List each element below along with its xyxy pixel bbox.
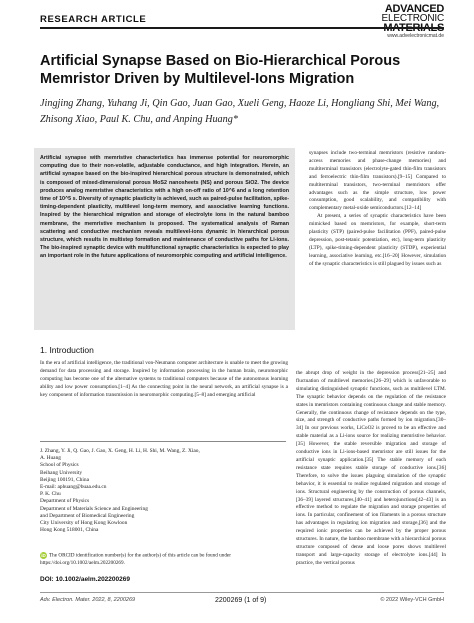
affiliation-line: and Department of Biomedical Engineering — [40, 512, 135, 519]
journal-url[interactable]: www.advelectronicmat.de — [387, 33, 444, 39]
right-column-bottom — [296, 370, 446, 568]
affiliation-line: Hong Kong 518001, China — [40, 527, 99, 534]
footer-page-number: 2200269 (1 of 9) — [215, 597, 267, 604]
footer-divider — [40, 592, 444, 593]
affiliation-line: J. Zhang, Y. Ji, Q. Gao, J. Gao, X. Geng, H. Li, H. Shi, M. Wang, Z. Xiao, — [40, 448, 200, 454]
footer-copyright: © 2022 Wiley-VCH GmbH — [380, 597, 444, 603]
introduction-text: In the era of artificial intelligence, the traditional von-Neumann computer architecture is unable to meet the growing demand for data processing and storage. Inspired by information processing in the human brain, neuromorphic computing has become one of the alternative systems to traditional computers because of the autonomous learning ability and low power consumption.[1–4] As the connecting point in the neural network, an artificial synapse is a key component of information transmission in neuromorphic computing.[5–8] and emerging artificial — [40, 360, 288, 398]
affiliation-line: A. Huang — [40, 455, 61, 462]
paragraph: synapses include two-terminal memristors (resistive random-access memories and phase-change memories) and multiterminal transistors (electrolyte-gated thin-film transistors and ferroelectric thin-film transistors).[9–15] Compared to multiterminal transistors, two-terminal memristors offer advantages such as the simple structure, low power consumption, good scalability, and compatibility with complementary metal-oxide semiconductors.[12–14] — [309, 150, 446, 212]
abstract-box — [34, 148, 295, 330]
section-label: RESEARCH ARTICLE — [40, 14, 147, 25]
affiliation-line: City University of Hong Kong Kowloon — [40, 520, 128, 527]
orcid-icon: iD — [41, 553, 46, 558]
affiliation-line: Department of Physics — [40, 498, 90, 505]
section-heading-introduction: 1. Introduction — [40, 345, 94, 355]
journal-logo-line2: ELECTRONIC — [381, 13, 444, 24]
orcid-text[interactable]: The ORCID identification number(s) for the author(s) of this article can be found under https://doi.org/10.1002/aelm.202200269. — [40, 552, 231, 566]
right-column-top — [309, 150, 446, 269]
article-title: Artificial Synapse Based on Bio-Hierarchical Porous Memristor Driven by Multilevel-Ions Migration — [40, 53, 401, 87]
paragraph: At present, a series of synaptic characteristics have been mimicked based on memristors, for example, short-term plasticity (STP) (paired-pulse facilitation (PPF), paired-pulse depression, post-tetanic potentiation, etc), long-term plasticity (LTP), spike-timing-dependent plasticity (STDP), experiential learning, associative learning, etc.[16–20] However, simulation of the synaptic characteristics is still plagued by issues such as — [309, 213, 446, 267]
author-list: Jingjing Zhang, Yuhang Ji, Qin Gao, Juan Gao, Xueli Geng, Haoze Li, Hongliang Shi, Mei Wang, Zhisong Xiao, Paul K. Chu, and Anping Huang* — [40, 98, 440, 125]
doi-link[interactable]: DOI: 10.1002/aelm.202200269 — [40, 576, 130, 583]
journal-logo — [382, 4, 444, 40]
affiliation-line: Department of Materials Science and Engineering — [40, 505, 148, 512]
affiliation-line: School of Physics — [40, 462, 79, 469]
affiliations — [40, 448, 286, 534]
affiliation-line: P. K. Chu — [40, 491, 61, 498]
page-header — [0, 0, 474, 38]
footer-citation: Adv. Electron. Mater. 2022, 8, 2200269 — [40, 597, 136, 603]
orcid-note — [40, 552, 286, 567]
affiliation-divider — [40, 441, 286, 442]
affiliation-line: Beihang University — [40, 469, 83, 476]
header-rule — [40, 27, 444, 29]
abstract-text: Artificial synapse with memristive characteristics has immense potential for neuromorphic computing due to their non-volatile, adjustable conductance, and high integration. Herein, an artificial synapse based on the bio-inspired hierarchical porous structure is demonstrated, which is composed of mixed-dimensional porous MoS2 nanosheets (NS) and porous SiO2. The device produces analog memristive characteristics with a high on-off ratio of 10^6 and a long retention time of 10^5 s. Diversity of synaptic plasticity is achieved, such as paired-pulse facilitation, spike-timing-dependent plasticity, multilevel long-term memory, and associative learning functions. Inspired by the hierarchical migration and storage of electrolyte ions in the natural bamboo membrane, the memristive mechanism is proposed. The systematical analysis of Raman scattering and conductive mechanism reveals multilevel-ions dynamic in hierarchical porous structure, which results in multistep formation and maintenance of conductive paths for Li-ions. The bio-inspired synaptic device with multifunctional synaptic characteristics is expected to play an important role in the future applications of neuromorphic computing and artificial intelligence. — [40, 155, 289, 260]
journal-logo-line1: ADVANCED — [384, 3, 444, 15]
paragraph: the abrupt drop of weight in the depression process[21–25] and fluctuation of multilevel memories.[26–29] which is unfavorable to simulating distinguished synaptic functions, such as multilevel LTM. The synaptic behavior depends on the regulation of the resistance states in memristors containing continuous change and stable memory. Generally, the continuous change of resistance depends on the type, size, and strength of conductive paths formed by ion migration.[30–34] In our previous works, LiCoO2 is proved to be an effective and stable material as a Li-ions source for realizing memristive behavior.[35] However, the stable reversible migration and storage of conductive ions in Li-ions-based memristor are still issues for the artificial synaptic application.[35] The stable memory of each resistance state requires stable storage of conductive ions.[36] Therefore, to solve the issues plaguing simulation of the synaptic behavior, it is essential to realize regulated migration and storage of ions. Structural engineering by the construction of porous channels,[36–39] layered structures,[40–41] and heterojunctions[42–43] is an effective method to regulate the migration and storage properties of ions. In particular, confinement of ion filaments in a porous structure has advantages in regulating ion migration and storage,[36] and the required ionic properties can be achieved by the proper porous structures. In nature, the bamboo membrane with a hierarchical porous structure composed of dense and loose pores shows multilevel transport and large-capacity storage of electrolyte ions.[44] In practice, the vertical porous — [296, 370, 446, 566]
affiliation-line: Beijing 100191, China — [40, 476, 89, 483]
email-link[interactable]: E-mail: aphuang@buaa.edu.cn — [40, 484, 107, 491]
